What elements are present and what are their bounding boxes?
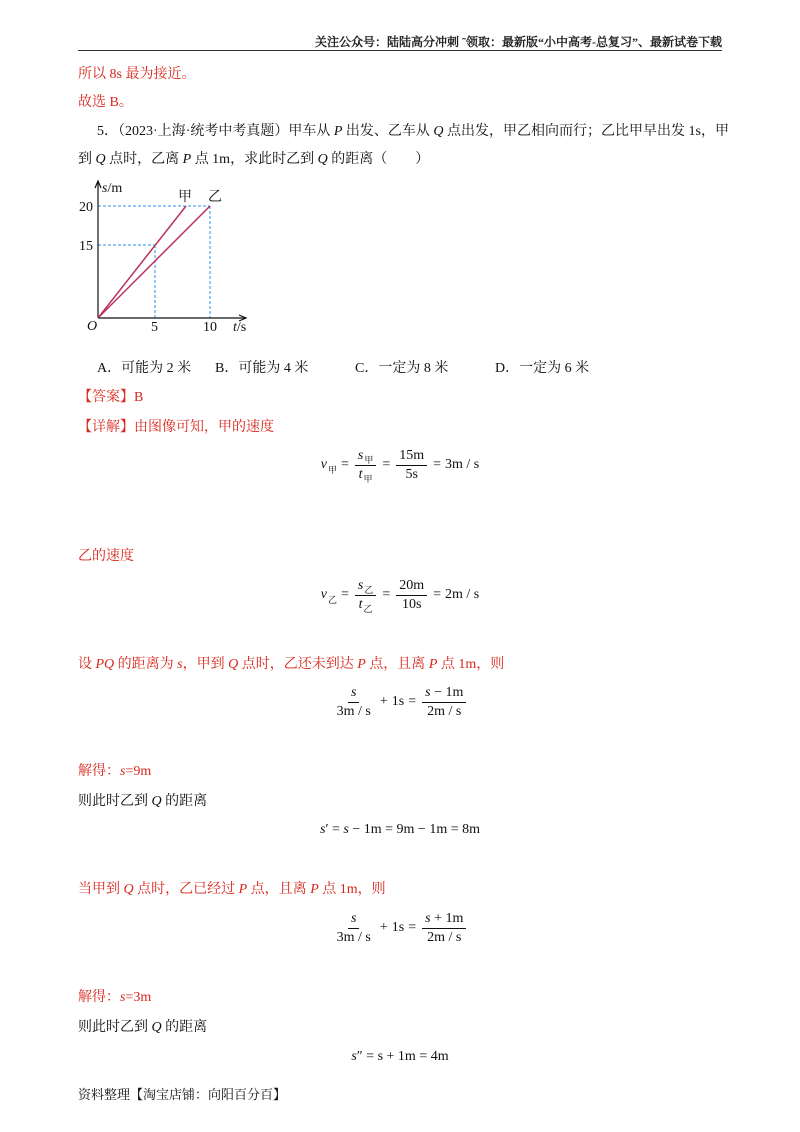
numerator: 20m [396, 578, 427, 596]
solution-intro: 【详解】由图像可知，甲的速度 [78, 420, 274, 435]
equals-sign: = [382, 587, 391, 602]
text-run: =9m [125, 764, 152, 779]
fraction [422, 685, 466, 720]
line-label-jia: 甲 [178, 190, 192, 205]
formula-case1-equation [0, 682, 800, 722]
var-q: Q [228, 657, 239, 672]
var-p: P [333, 124, 343, 139]
text-run: 的距离为 [114, 657, 178, 672]
var-s: s [425, 910, 431, 926]
text-run: ，甲到 [182, 657, 229, 672]
st-graph-figure [78, 178, 268, 338]
text-run: 点时，乙离 [105, 152, 183, 167]
fraction [422, 911, 466, 946]
fraction [355, 448, 376, 483]
numerator: 15m [396, 448, 427, 466]
text-run: 点 1m，求此时乙到 [191, 152, 318, 167]
formula-result: 2m / s [445, 587, 480, 602]
y-axis-var: s [102, 181, 108, 196]
plus-sign: + [379, 694, 388, 709]
denominator [356, 466, 376, 483]
x-tick-5: 5 [151, 320, 158, 335]
text-run: 点 1m，则 [318, 882, 386, 897]
subscript: 甲 [327, 464, 337, 475]
var-q: Q [317, 152, 328, 167]
text-run: 点，且离 [365, 657, 429, 672]
var-q: Q [433, 124, 444, 139]
var-s: s [357, 577, 364, 593]
var-s: s [120, 990, 126, 1005]
option-a: A．可能为 2 米 [97, 361, 192, 376]
var-s: s [425, 684, 431, 700]
double-prime-mark: ″ [356, 1049, 363, 1064]
numerator: s [348, 911, 359, 929]
var-p: P [310, 882, 319, 897]
time-term: 1s [391, 694, 405, 709]
var-pq: PQ [95, 657, 115, 672]
var-p: P [238, 882, 248, 897]
result1 [78, 762, 151, 782]
text-run: + 1m [430, 910, 464, 926]
option-d: D．一定为 6 米 [495, 361, 590, 376]
equals-sign: = [433, 587, 442, 602]
var-s: s [177, 657, 183, 672]
formula-jia-speed [0, 445, 800, 485]
var-v: v [320, 587, 327, 602]
subscript: 乙 [363, 603, 373, 614]
prev-solution-line1: 所以 8s 最为接近。 [78, 67, 196, 82]
text-run: 点出发，甲乙相向而行；乙比甲早出发 1s，甲 [443, 124, 729, 139]
text-run: 解得： [78, 764, 120, 779]
var-q: Q [123, 882, 134, 897]
denominator: 2m / s [427, 703, 462, 719]
text-run: − 1m [430, 684, 464, 700]
y-axis-label [102, 181, 122, 196]
footer-source: 资料整理【淘宝店铺：向阳百分百】 [78, 1087, 287, 1102]
text-run: 点，且离 [247, 882, 311, 897]
var-q: Q [151, 794, 162, 809]
equals-sign: = [433, 457, 442, 472]
y-axis-unit: /m [107, 181, 123, 196]
text-run: 出发、乙车从 [342, 124, 434, 139]
option-c: C．一定为 8 米 [355, 361, 449, 376]
x-axis-unit: /s [236, 320, 247, 335]
denominator: 3m / s [336, 703, 371, 719]
equals-sign: = [340, 587, 349, 602]
fraction [396, 578, 427, 613]
text-run: 当甲到 [78, 882, 124, 897]
time-term: 1s [391, 920, 405, 935]
text-run: 5．（2023·上海·统考中考真题）甲车从 [97, 124, 334, 139]
var-s: s [351, 1049, 357, 1064]
equals-sign: = [340, 457, 349, 472]
text-run: 解得： [78, 990, 120, 1005]
x-axis-var: t [233, 320, 237, 335]
line-jia [98, 206, 186, 318]
text-run: 设 [78, 657, 96, 672]
question-line2 [78, 150, 429, 170]
distance-q1-label [78, 792, 207, 812]
denominator: 10s [401, 596, 422, 612]
subscript: 甲 [363, 473, 373, 484]
formula-distance1 [0, 810, 800, 850]
var-t: t [358, 466, 363, 482]
denominator: 3m / s [336, 929, 371, 945]
x-axis-label [233, 320, 246, 335]
distance-q2-label [78, 1018, 207, 1038]
answer-line: 【答案】B [78, 390, 144, 405]
x-tick-10: 10 [203, 320, 217, 335]
var-s: s [343, 822, 349, 837]
text-run: 点 1m，则 [437, 657, 505, 672]
text-run: 的距离 [161, 794, 208, 809]
numerator: s [348, 685, 359, 703]
result2 [78, 988, 151, 1008]
denominator: 2m / s [427, 929, 462, 945]
plus-sign: + [379, 920, 388, 935]
line-yi [98, 206, 210, 318]
text-run: 到 [78, 152, 96, 167]
var-q: Q [95, 152, 106, 167]
option-b: B．可能为 4 米 [215, 361, 309, 376]
equals-sign: = [408, 920, 417, 935]
fraction [396, 448, 427, 483]
prev-solution-line2: 故选 B。 [78, 95, 133, 110]
fraction [334, 685, 374, 720]
subscript: 甲 [364, 454, 374, 465]
subscript: 乙 [327, 594, 337, 605]
numerator [355, 448, 376, 466]
numerator [422, 911, 466, 929]
text-run: 则此时乙到 [78, 794, 152, 809]
case2-text [78, 880, 386, 900]
formula-distance2 [0, 1037, 800, 1077]
denominator: 5s [405, 466, 418, 482]
prime-mark: ′ [325, 822, 329, 837]
formula-case2-equation [0, 908, 800, 948]
numerator [355, 578, 376, 596]
var-q: Q [151, 1020, 162, 1035]
fraction [355, 578, 376, 613]
numerator [422, 685, 466, 703]
header-rule [78, 50, 722, 51]
question-line1 [97, 122, 729, 142]
var-s: s [120, 764, 126, 779]
var-s: s [357, 447, 364, 463]
var-t: t [358, 596, 363, 612]
text-run: 的距离 [161, 1020, 208, 1035]
text-run: = s + 1m = 4m [362, 1049, 449, 1064]
y-tick-20: 20 [79, 200, 93, 215]
var-p: P [428, 657, 438, 672]
var-p: P [357, 657, 366, 672]
denominator [356, 596, 376, 613]
line-label-yi: 乙 [208, 190, 222, 205]
var-p: P [182, 152, 192, 167]
equals-sign: = [408, 694, 417, 709]
subscript: 乙 [364, 584, 374, 595]
text-run: 则此时乙到 [78, 1020, 152, 1035]
equals-sign: = [382, 457, 391, 472]
text-run: 点时，乙还未到达 [238, 657, 358, 672]
formula-result: 3m / s [445, 457, 480, 472]
yi-speed-label: 乙的速度 [78, 549, 134, 564]
text-run: = [328, 822, 344, 837]
header-notice: 关注公众号：陆陆高分冲刺 ˜领取：最新版“小中高考-总复习”、最新试卷下载 [315, 35, 722, 49]
text-run: 的距离（ ） [327, 152, 430, 167]
y-tick-15: 15 [79, 239, 93, 254]
var-v: v [320, 457, 327, 472]
fraction [334, 911, 374, 946]
text-run: 点时，乙已经过 [133, 882, 239, 897]
var-s: s [319, 822, 326, 837]
text-run: − 1m = 9m − 1m = 8m [348, 822, 480, 837]
text-run: =3m [125, 990, 152, 1005]
formula-yi-speed [0, 575, 800, 615]
case1-text [78, 655, 504, 675]
origin-label: O [87, 319, 98, 334]
